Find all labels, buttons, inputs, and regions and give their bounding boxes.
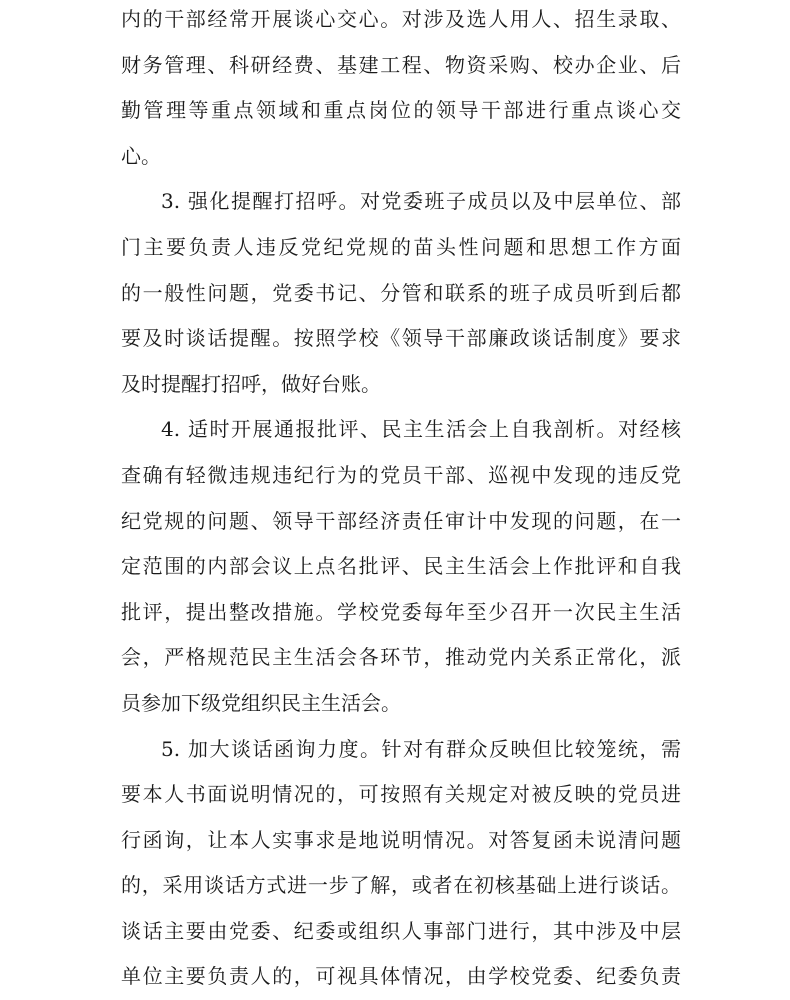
section-4-heading-line: 4. 适时开展通报批评、民主生活会上自我剖析。对经核: [161, 417, 681, 442]
document-body: [121, 0, 681, 1000]
text-line: 要及时谈话提醒。按照学校《领导干部廉政谈话制度》要求: [121, 326, 681, 351]
text-line: 财务管理、科研经费、基建工程、物资采购、校办企业、后: [121, 52, 681, 77]
text-line: 批评，提出整改措施。学校党委每年至少召开一次民主生活: [121, 599, 681, 624]
text-line: 门主要负责人违反党纪党规的苗头性问题和思想工作方面: [121, 234, 681, 259]
text-line: 心。: [121, 143, 161, 168]
text-line: 定范围的内部会议上点名批评、民主生活会上作批评和自我: [121, 554, 681, 579]
text-line: 员参加下级党组织民主生活会。: [121, 690, 401, 715]
text-line: 纪党规的问题、领导干部经济责任审计中发现的问题，在一: [121, 508, 681, 533]
text-line: 单位主要负责人的，可视具体情况，由学校党委、纪委负责: [121, 964, 681, 989]
text-line: 会，严格规范民主生活会各环节，推动党内关系正常化，派: [121, 645, 681, 670]
section-5-heading-line: 5. 加大谈话函询力度。针对有群众反映但比较笼统，需: [161, 736, 681, 761]
text-line: 的，采用谈话方式进一步了解，或者在初核基础上进行谈话。: [121, 873, 681, 898]
text-line: 查确有轻微违规违纪行为的党员干部、巡视中发现的违反党: [121, 462, 681, 487]
section-3-heading-line: 3. 强化提醒打招呼。对党委班子成员以及中层单位、部: [161, 189, 681, 214]
text-line: 行函询，让本人实事求是地说明情况。对答复函未说清问题: [121, 827, 681, 852]
text-line: 要本人书面说明情况的，可按照有关规定对被反映的党员进: [121, 782, 681, 807]
text-line: 内的干部经常开展谈心交心。对涉及选人用人、招生录取、: [121, 7, 681, 31]
text-line: 及时提醒打招呼，做好台账。: [121, 371, 381, 396]
text-line: 勤管理等重点领域和重点岗位的领导干部进行重点谈心交: [121, 98, 681, 123]
text-line: 的一般性问题，党委书记、分管和联系的班子成员听到后都: [121, 280, 681, 305]
text-line: 谈话主要由党委、纪委或组织人事部门进行，其中涉及中层: [121, 918, 681, 943]
